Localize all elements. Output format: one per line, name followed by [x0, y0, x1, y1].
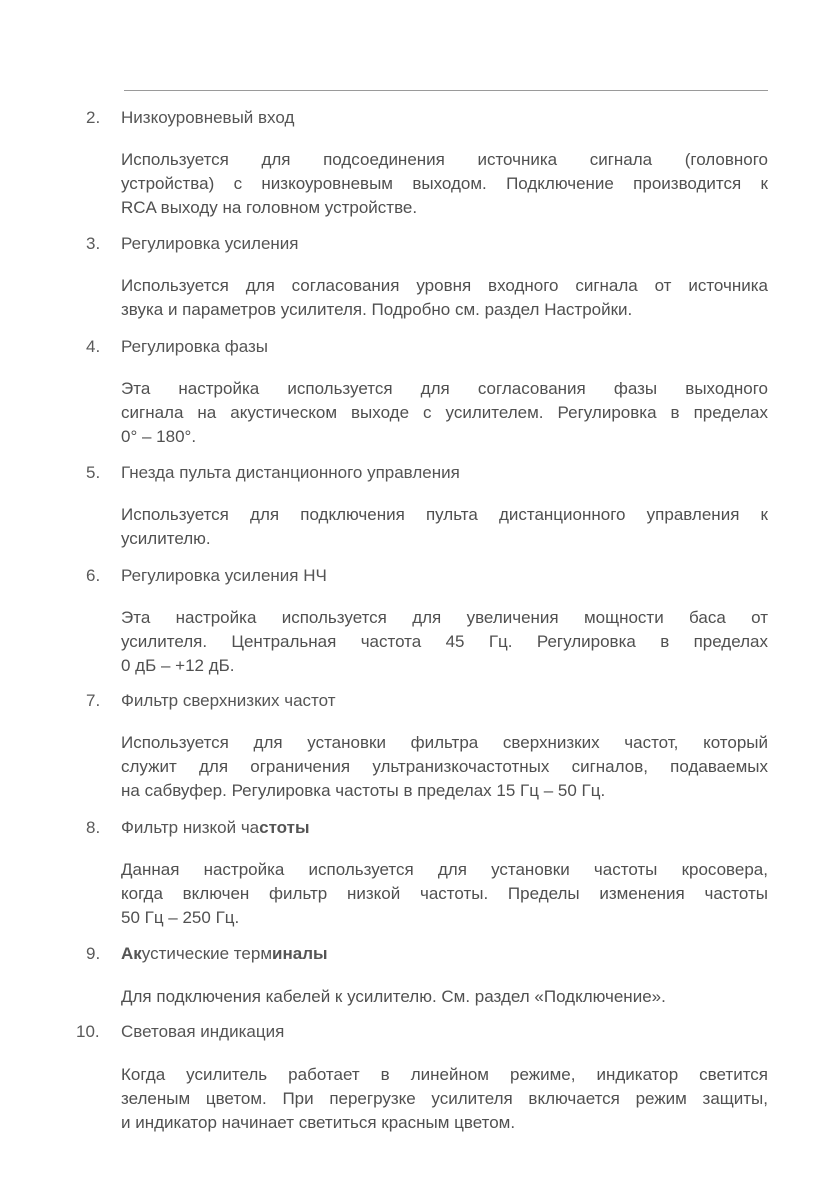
text-line: Используется для подсоединения источника сигнала (головного [121, 150, 768, 169]
section-title [121, 942, 328, 965]
section-title: Регулировка усиления [121, 234, 299, 253]
header-rule [124, 90, 768, 91]
section-number: 5. [86, 463, 101, 482]
section-title: Низкоуровневый вход [121, 108, 295, 127]
text-line: устройства) с низкоуровневым выходом. Подключение производится к [121, 174, 768, 193]
text-line: RCA выходу на головном устройстве. [121, 198, 418, 217]
title-part-bold: Ак [121, 944, 142, 963]
section-number: 10. [76, 1022, 100, 1041]
section-text [121, 731, 768, 803]
section-number: 6. [86, 566, 101, 585]
section-text [121, 377, 768, 449]
text-line: Эта настройка используется для увеличения мощности баса от [121, 608, 768, 627]
section-number: 7. [86, 691, 101, 710]
text-line: 0° – 180°. [121, 427, 197, 446]
text-line: Для подключения кабелей к усилителю. См. раздел «Подключение». [121, 987, 666, 1006]
text-line: Когда усилитель работает в линейном режиме, индикатор светится [121, 1065, 768, 1084]
text-line: на сабвуфер. Регулировка частоты в пределах 15 Гц – 50 Гц. [121, 781, 606, 800]
text-line: звука и параметров усилителя. Подробно см. раздел Настройки. [121, 300, 633, 319]
text-line: сигнала на акустическом выходе с усилителем. Регулировка в пределах [121, 403, 768, 422]
text-line: усилителя. Центральная частота 45 Гц. Регулировка в пределах [121, 632, 768, 651]
text-line: Данная настройка используется для установки частоты кросовера, [121, 860, 768, 879]
text-line: и индикатор начинает светиться красным цветом. [121, 1113, 516, 1132]
section-title: Световая индикация [121, 1022, 285, 1041]
section-title: Фильтр сверхнизких частот [121, 691, 336, 710]
text-line: когда включен фильтр низкой частоты. Пределы изменения частоты [121, 884, 768, 903]
text-line: Используется для согласования уровня входного сигнала от источника [121, 276, 768, 295]
section-number: 9. [86, 944, 101, 963]
section-number: 8. [86, 818, 101, 837]
section-title: Регулировка фазы [121, 337, 268, 356]
section-number: 2. [86, 108, 101, 127]
text-line: Используется для подключения пульта дистанционного управления к [121, 505, 768, 524]
section-number: 3. [86, 234, 101, 253]
section-text [121, 274, 768, 322]
text-line: служит для ограничения ультранизкочастотных сигналов, подаваемых [121, 757, 768, 776]
section-title: Регулировка усиления НЧ [121, 566, 327, 585]
text-line: Используется для установки фильтра сверхнизких частот, который [121, 733, 768, 752]
section-text [121, 503, 768, 551]
text-line: усилителю. [121, 529, 211, 548]
text-line: Эта настройка используется для согласования фазы выходного [121, 379, 768, 398]
section-title [121, 816, 310, 839]
section-title: Гнезда пульта дистанционного управления [121, 463, 460, 482]
section-number: 4. [86, 337, 101, 356]
text-line: 50 Гц – 250 Гц. [121, 908, 240, 927]
title-part-bold: иналы [272, 944, 328, 963]
section-text [121, 858, 768, 930]
title-part-bold: стоты [259, 818, 310, 837]
text-line: зеленым цветом. При перегрузке усилителя включается режим защиты, [121, 1089, 768, 1108]
text-line: 0 дБ – +12 дБ. [121, 656, 235, 675]
section-text [121, 606, 768, 678]
title-part: Фильтр низкой ча [121, 818, 260, 837]
section-text [121, 985, 768, 1009]
section-text [121, 1063, 768, 1135]
section-text [121, 148, 768, 220]
title-part: устические терм [141, 944, 273, 963]
